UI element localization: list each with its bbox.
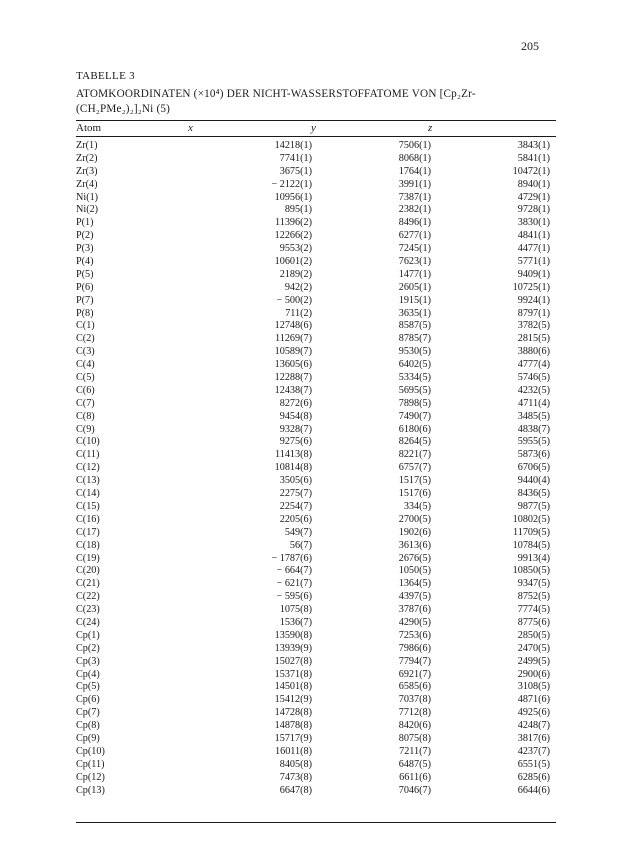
cell-x: 942(2)	[284, 281, 312, 293]
cell-atom: C(13)	[76, 475, 100, 487]
cell-z: 9440(4)	[517, 475, 550, 487]
cell-y: 7253(6)	[398, 629, 431, 641]
cell-z: 3830(1)	[517, 217, 550, 229]
table-row	[76, 308, 556, 321]
cell-x: − 500(2)	[276, 294, 312, 306]
cell-z: 5873(6)	[517, 449, 550, 461]
cell-atom: P(4)	[76, 256, 94, 268]
cell-y: 1477(1)	[398, 268, 431, 280]
cell-x: 8272(6)	[279, 397, 312, 409]
cell-atom: Cp(3)	[76, 655, 100, 667]
cell-z: 8436(5)	[517, 488, 550, 500]
table-row	[76, 643, 556, 656]
cell-z: 5841(1)	[517, 152, 550, 164]
cell-atom: Cp(8)	[76, 720, 100, 732]
cell-atom: P(5)	[76, 268, 94, 280]
cell-y: 4290(5)	[398, 616, 431, 628]
cell-z: 3880(6)	[517, 346, 550, 358]
table-row	[76, 694, 556, 707]
cell-atom: P(3)	[76, 243, 94, 255]
cell-z: 10784(5)	[512, 539, 550, 551]
cell-y: 4397(5)	[398, 591, 431, 603]
cell-y: 2605(1)	[398, 281, 431, 293]
cell-z: 9728(1)	[517, 204, 550, 216]
cell-y: 1915(1)	[398, 294, 431, 306]
table-row	[76, 617, 556, 630]
cell-z: 7774(5)	[517, 604, 550, 616]
cell-y: 8068(1)	[398, 152, 431, 164]
cell-x: 7741(1)	[279, 152, 312, 164]
cell-y: 334(5)	[403, 500, 431, 512]
cell-x: − 621(7)	[276, 578, 312, 590]
cell-y: 7037(8)	[398, 694, 431, 706]
table-row	[76, 630, 556, 643]
cell-atom: Zr(3)	[76, 165, 98, 177]
cell-atom: Cp(12)	[76, 771, 105, 783]
cell-y: 1364(5)	[398, 578, 431, 590]
cell-y: 1764(1)	[398, 165, 431, 177]
cell-x: 8405(8)	[279, 758, 312, 770]
cell-y: 6487(5)	[398, 758, 431, 770]
cell-atom: P(2)	[76, 230, 94, 242]
table-row	[76, 707, 556, 720]
cell-x: 1536(7)	[279, 616, 312, 628]
cell-atom: Cp(4)	[76, 668, 100, 680]
cell-atom: C(11)	[76, 449, 100, 461]
cell-z: 9913(4)	[517, 552, 550, 564]
cell-z: 4838(7)	[517, 423, 550, 435]
cell-x: 1075(8)	[279, 604, 312, 616]
cell-y: 7898(5)	[398, 397, 431, 409]
cell-x: 9454(8)	[279, 410, 312, 422]
cell-z: 9877(5)	[517, 500, 550, 512]
cell-atom: C(16)	[76, 513, 100, 525]
cell-z: 4777(4)	[517, 359, 550, 371]
cell-atom: C(9)	[76, 423, 95, 435]
cell-z: 8940(1)	[517, 178, 550, 190]
cell-atom: Ni(1)	[76, 191, 99, 203]
cell-x: 2275(7)	[279, 488, 312, 500]
cell-y: 6611(6)	[399, 771, 431, 783]
cell-x: 6647(8)	[279, 784, 312, 796]
cell-z: 2900(6)	[517, 668, 550, 680]
cell-y: 6921(7)	[398, 668, 431, 680]
cell-y: 5334(5)	[398, 372, 431, 384]
cell-y: 1050(5)	[398, 565, 431, 577]
table-row	[76, 385, 556, 398]
cell-x: 12438(7)	[274, 384, 312, 396]
cell-z: 4232(5)	[517, 384, 550, 396]
cell-atom: C(20)	[76, 565, 100, 577]
cell-z: 10850(5)	[512, 565, 550, 577]
cell-z: 2499(5)	[517, 655, 550, 667]
cell-z: 10802(5)	[512, 513, 550, 525]
cell-atom: Ni(2)	[76, 204, 99, 216]
table-row	[76, 243, 556, 256]
cell-x: 549(7)	[284, 526, 312, 538]
cell-z: 8775(6)	[517, 616, 550, 628]
cell-atom: C(15)	[76, 500, 100, 512]
table-row	[76, 591, 556, 604]
cell-atom: Cp(7)	[76, 707, 100, 719]
cell-y: 7986(6)	[398, 642, 431, 654]
cell-z: 4871(6)	[517, 694, 550, 706]
table-row	[76, 204, 556, 217]
cell-atom: C(19)	[76, 552, 100, 564]
cell-x: 2254(7)	[279, 500, 312, 512]
cell-atom: C(23)	[76, 604, 100, 616]
cell-atom: C(7)	[76, 397, 95, 409]
cell-z: 10725(1)	[512, 281, 550, 293]
cell-z: 2850(5)	[517, 629, 550, 641]
table-row	[76, 759, 556, 772]
cell-z: 9409(1)	[517, 268, 550, 280]
table-row	[76, 269, 556, 282]
header-z: z	[428, 122, 433, 134]
caption-line-1: ATOMKOORDINATEN (×10⁴) DER NICHT-WASSERSTOFFATOME VON [Cp₂Zr-	[76, 88, 476, 100]
table-row	[76, 398, 556, 411]
cell-atom: C(10)	[76, 436, 100, 448]
cell-x: 9275(6)	[279, 436, 312, 448]
table-row	[76, 527, 556, 540]
table-row	[76, 669, 556, 682]
table-row	[76, 720, 556, 733]
cell-y: 8420(6)	[398, 720, 431, 732]
cell-z: 2815(5)	[517, 333, 550, 345]
cell-y: 7490(7)	[398, 410, 431, 422]
table-row	[76, 346, 556, 359]
cell-x: 10956(1)	[274, 191, 312, 203]
table-row	[76, 411, 556, 424]
table-row	[76, 424, 556, 437]
cell-atom: C(14)	[76, 488, 100, 500]
cell-y: 2676(5)	[398, 552, 431, 564]
cell-atom: Cp(13)	[76, 784, 105, 796]
cell-x: 13590(8)	[274, 629, 312, 641]
header-y: y	[311, 122, 316, 134]
cell-y: 8587(5)	[398, 320, 431, 332]
cell-z: 3843(1)	[517, 140, 550, 151]
cell-atom: C(12)	[76, 462, 100, 474]
cell-y: 7506(1)	[398, 140, 431, 151]
cell-atom: Cp(2)	[76, 642, 100, 654]
cell-x: 13605(6)	[274, 359, 312, 371]
cell-z: 4729(1)	[517, 191, 550, 203]
cell-z: 6644(6)	[517, 784, 550, 796]
cell-z: 4477(1)	[517, 243, 550, 255]
page-number: 205	[521, 39, 539, 53]
cell-x: 16011(8)	[275, 745, 312, 757]
table-row	[76, 449, 556, 462]
table-row	[76, 475, 556, 488]
cell-x: − 2122(1)	[271, 178, 312, 190]
cell-atom: P(7)	[76, 294, 94, 306]
table-row	[76, 746, 556, 759]
cell-y: 7794(7)	[398, 655, 431, 667]
table-label: TABELLE 3	[76, 70, 135, 82]
cell-atom: C(24)	[76, 616, 100, 628]
cell-y: 3613(6)	[398, 539, 431, 551]
cell-x: 10814(8)	[274, 462, 312, 474]
cell-atom: C(3)	[76, 346, 95, 358]
cell-x: − 1787(6)	[271, 552, 312, 564]
table-row	[76, 785, 556, 798]
cell-x: 12266(2)	[274, 230, 312, 242]
table-row	[76, 230, 556, 243]
cell-x: 14878(8)	[274, 720, 312, 732]
cell-x: 3675(1)	[279, 165, 312, 177]
cell-z: 9924(1)	[517, 294, 550, 306]
cell-y: 1517(5)	[398, 475, 431, 487]
table-row	[76, 372, 556, 385]
cell-z: 3485(5)	[517, 410, 550, 422]
cell-z: 3108(5)	[517, 681, 550, 693]
table-row	[76, 436, 556, 449]
table-row	[76, 488, 556, 501]
cell-y: 2700(5)	[398, 513, 431, 525]
table-row	[76, 179, 556, 192]
table-row	[76, 604, 556, 617]
cell-z: 9347(5)	[517, 578, 550, 590]
cell-z: 2470(5)	[517, 642, 550, 654]
cell-y: 8075(8)	[398, 732, 431, 744]
cell-x: − 595(6)	[276, 591, 312, 603]
cell-y: 2382(1)	[398, 204, 431, 216]
cell-z: 4711(4)	[518, 397, 550, 409]
cell-x: 2189(2)	[279, 268, 312, 280]
cell-atom: C(2)	[76, 333, 95, 345]
cell-y: 3991(1)	[398, 178, 431, 190]
cell-atom: C(17)	[76, 526, 100, 538]
cell-z: 8797(1)	[517, 307, 550, 319]
cell-y: 1902(6)	[398, 526, 431, 538]
cell-x: 15412(9)	[274, 694, 312, 706]
cell-x: 11413(8)	[275, 449, 312, 461]
cell-x: 14218(1)	[274, 140, 312, 151]
cell-y: 9530(5)	[398, 346, 431, 358]
cell-atom: Zr(2)	[76, 152, 98, 164]
table-row	[76, 501, 556, 514]
table-row	[76, 217, 556, 230]
cell-atom: Cp(11)	[76, 758, 105, 770]
cell-atom: Zr(4)	[76, 178, 98, 190]
cell-z: 4248(7)	[517, 720, 550, 732]
table-row	[76, 295, 556, 308]
table-caption	[76, 87, 556, 117]
cell-x: 12748(6)	[274, 320, 312, 332]
cell-y: 5695(5)	[398, 384, 431, 396]
cell-y: 7712(8)	[398, 707, 431, 719]
table-row	[76, 192, 556, 205]
cell-atom: C(1)	[76, 320, 95, 332]
cell-x: 12288(7)	[274, 372, 312, 384]
cell-atom: P(1)	[76, 217, 94, 229]
cell-atom: P(8)	[76, 307, 94, 319]
cell-y: 7046(7)	[398, 784, 431, 796]
cell-x: 895(1)	[284, 204, 312, 216]
cell-z: 11709(5)	[513, 526, 550, 538]
cell-x: 15371(8)	[274, 668, 312, 680]
header-x: x	[188, 122, 193, 134]
cell-x: 2205(6)	[279, 513, 312, 525]
cell-x: 10589(7)	[274, 346, 312, 358]
cell-y: 8221(7)	[398, 449, 431, 461]
table-row	[76, 656, 556, 669]
cell-y: 6585(6)	[398, 681, 431, 693]
table-row	[76, 282, 556, 295]
cell-atom: C(8)	[76, 410, 95, 422]
cell-x: 14501(8)	[274, 681, 312, 693]
cell-x: 13939(9)	[274, 642, 312, 654]
cell-z: 3817(6)	[517, 732, 550, 744]
table-row	[76, 333, 556, 346]
cell-x: 14728(8)	[274, 707, 312, 719]
cell-y: 6757(7)	[398, 462, 431, 474]
cell-y: 1517(6)	[398, 488, 431, 500]
cell-z: 3782(5)	[517, 320, 550, 332]
table-row	[76, 462, 556, 475]
cell-x: 56(7)	[289, 539, 312, 551]
cell-y: 7623(1)	[398, 256, 431, 268]
header-atom: Atom	[76, 122, 102, 134]
cell-x: 15027(8)	[274, 655, 312, 667]
cell-y: 7245(1)	[398, 243, 431, 255]
cell-atom: C(6)	[76, 384, 95, 396]
table-body	[76, 140, 556, 797]
cell-atom: C(18)	[76, 539, 100, 551]
cell-y: 7387(1)	[398, 191, 431, 203]
table-row	[76, 514, 556, 527]
cell-z: 4841(1)	[517, 230, 550, 242]
table-row	[76, 733, 556, 746]
cell-atom: C(22)	[76, 591, 100, 603]
table-row	[76, 565, 556, 578]
cell-y: 6277(1)	[398, 230, 431, 242]
cell-x: 9328(7)	[279, 423, 312, 435]
cell-x: 711(2)	[285, 307, 312, 319]
table-row	[76, 256, 556, 269]
cell-x: 11396(2)	[275, 217, 312, 229]
cell-y: 7211(7)	[399, 745, 431, 757]
table-header-rule	[76, 136, 556, 137]
cell-atom: C(5)	[76, 372, 95, 384]
cell-y: 6180(6)	[398, 423, 431, 435]
cell-atom: C(4)	[76, 359, 95, 371]
cell-y: 8785(7)	[398, 333, 431, 345]
table-row	[76, 553, 556, 566]
cell-y: 6402(5)	[398, 359, 431, 371]
table-row	[76, 540, 556, 553]
cell-atom: Cp(6)	[76, 694, 100, 706]
cell-z: 6706(5)	[517, 462, 550, 474]
cell-z: 4925(6)	[517, 707, 550, 719]
table-row	[76, 166, 556, 179]
cell-z: 4237(7)	[517, 745, 550, 757]
cell-z: 5955(5)	[517, 436, 550, 448]
cell-z: 8752(5)	[517, 591, 550, 603]
cell-x: − 664(7)	[276, 565, 312, 577]
cell-z: 5771(1)	[517, 256, 550, 268]
cell-y: 3787(6)	[398, 604, 431, 616]
cell-atom: Cp(5)	[76, 681, 100, 693]
cell-x: 3505(6)	[279, 475, 312, 487]
table-row	[76, 359, 556, 372]
table-row	[76, 681, 556, 694]
cell-z: 5746(5)	[517, 372, 550, 384]
table-top-rule	[76, 120, 556, 121]
table-row	[76, 578, 556, 591]
caption-line-2: (CH₂PMe₂)₂]₂Ni (5)	[76, 103, 171, 115]
table-row	[76, 140, 556, 153]
cell-x: 7473(8)	[279, 771, 312, 783]
cell-x: 10601(2)	[274, 256, 312, 268]
table-bottom-rule	[76, 822, 556, 823]
cell-z: 10472(1)	[512, 165, 550, 177]
cell-atom: Zr(1)	[76, 140, 98, 151]
cell-x: 15717(9)	[274, 732, 312, 744]
cell-y: 8264(5)	[398, 436, 431, 448]
cell-atom: Cp(1)	[76, 629, 100, 641]
cell-x: 11269(7)	[275, 333, 312, 345]
table-row	[76, 153, 556, 166]
cell-z: 6285(6)	[517, 771, 550, 783]
table-row	[76, 772, 556, 785]
cell-x: 9553(2)	[279, 243, 312, 255]
cell-y: 3635(1)	[398, 307, 431, 319]
cell-atom: C(21)	[76, 578, 100, 590]
cell-atom: Cp(10)	[76, 745, 105, 757]
table-row	[76, 320, 556, 333]
cell-z: 6551(5)	[517, 758, 550, 770]
cell-atom: Cp(9)	[76, 732, 100, 744]
cell-y: 8496(1)	[398, 217, 431, 229]
table-header-row	[76, 122, 556, 135]
cell-atom: P(6)	[76, 281, 94, 293]
